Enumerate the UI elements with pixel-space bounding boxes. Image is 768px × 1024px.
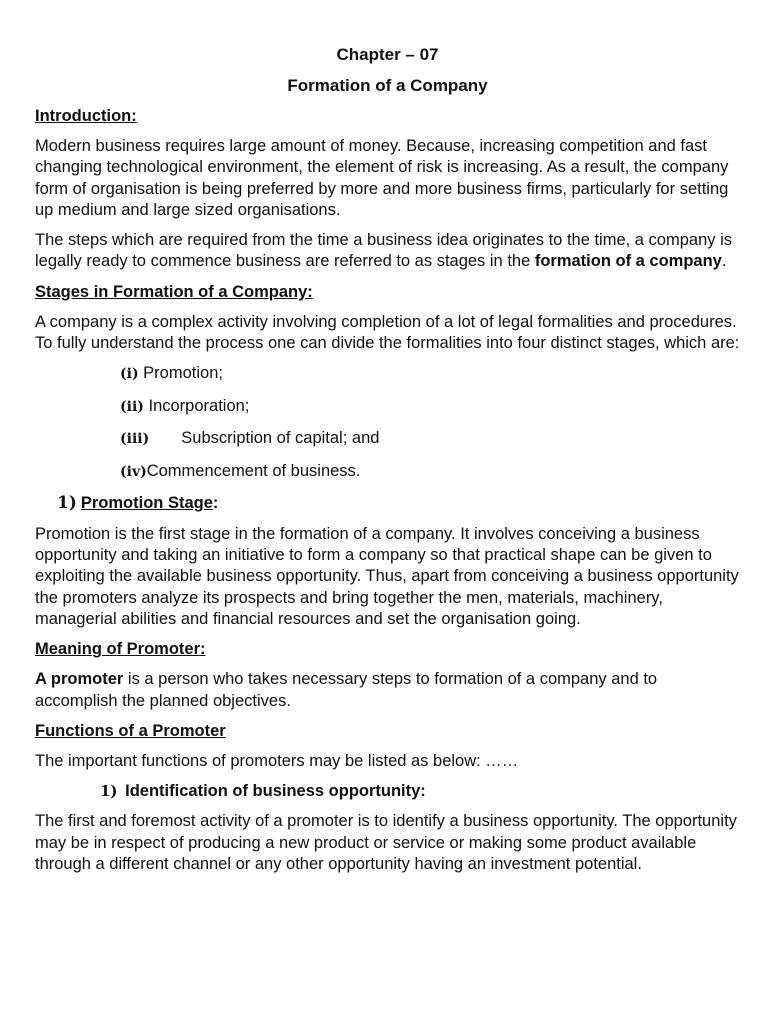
chapter-title: Formation of a Company: [287, 76, 488, 95]
introduction-paragraph-2-bold: formation of a company: [534, 252, 722, 271]
introduction-paragraph-2-text: The steps which are required from the time a business idea originates to the time, a company is legally ready to commence business are referred to as stages in the: [35, 231, 733, 271]
function-1-paragraph: The first and foremost activity of a promoter is to identify a business opportunity. The opportunity may be in respect of producing a new product or service or making some product available through a different channel or any other opportunity having an investment potential.: [35, 812, 737, 873]
list-item-label: Incorporation;: [148, 396, 250, 415]
list-item-number: (ii): [120, 398, 144, 415]
list-item: [35, 428, 740, 450]
document-page: [35, 44, 740, 884]
list-item-label: Promotion;: [143, 364, 223, 383]
functions-paragraph: The important functions of promoters may be listed as below: ……: [35, 751, 519, 770]
list-item-label: Subscription of capital; and: [181, 429, 380, 448]
stages-list: [35, 363, 740, 483]
list-item-gap: [149, 429, 181, 447]
list-item-number: (i): [120, 366, 139, 383]
stages-heading: Stages in Formation of a Company:: [35, 282, 313, 301]
promotion-stage-heading: [57, 492, 740, 514]
list-item-number: (iv): [120, 463, 147, 480]
introduction-paragraph-2: [35, 230, 740, 273]
introduction-paragraph-2-end: .: [721, 252, 727, 271]
stages-paragraph: A company is a complex activity involving completion of a lot of legal formalities and procedures. To fully understand the process one can divide the formalities into four distinct stages, which are:: [35, 312, 740, 353]
function-1-heading: [100, 781, 740, 802]
meaning-text: is a person who takes necessary steps to formation of a company and to accomplish the planned objectives.: [35, 670, 658, 710]
list-item-label: Commencement of business.: [146, 461, 361, 480]
meaning-bold: A promoter: [35, 670, 124, 689]
promotion-stage-colon: :: [212, 493, 219, 512]
meaning-heading: Meaning of Promoter:: [35, 640, 206, 659]
promotion-stage-title: Promotion Stage: [80, 493, 213, 512]
function-1-title: Identification of business opportunity:: [125, 782, 426, 801]
list-item: [35, 461, 740, 483]
functions-heading: Functions of a Promoter: [35, 721, 226, 740]
introduction-paragraph-1: Modern business requires large amount of money. Because, increasing competition and fast changing technological environment, the element of risk is increasing. As a result, the company form of organisation is being preferred by more and more business firms, particularly for setting up medium and large sized organisations.: [35, 137, 729, 219]
introduction-heading: Introduction:: [35, 107, 137, 125]
promotion-paragraph: Promotion is the first stage in the formation of a company. It involves conceiving a business opportunity and taking an initiative to form a company so that practical shape can be given to exploiting the available business opportunity. Thus, apart from conceiving a business opportunity the promoters analyze its prospects and bring together the men, materials, machinery, managerial abilities and financial resources and set the organisation going.: [35, 524, 739, 629]
list-item: [35, 363, 740, 385]
function-1-number: 1): [100, 782, 118, 801]
list-item-number: (iii): [120, 431, 150, 448]
promotion-stage-number: 1): [57, 492, 77, 513]
meaning-paragraph: [35, 669, 740, 712]
chapter-number: Chapter – 07: [336, 45, 439, 64]
list-item: [35, 396, 740, 418]
